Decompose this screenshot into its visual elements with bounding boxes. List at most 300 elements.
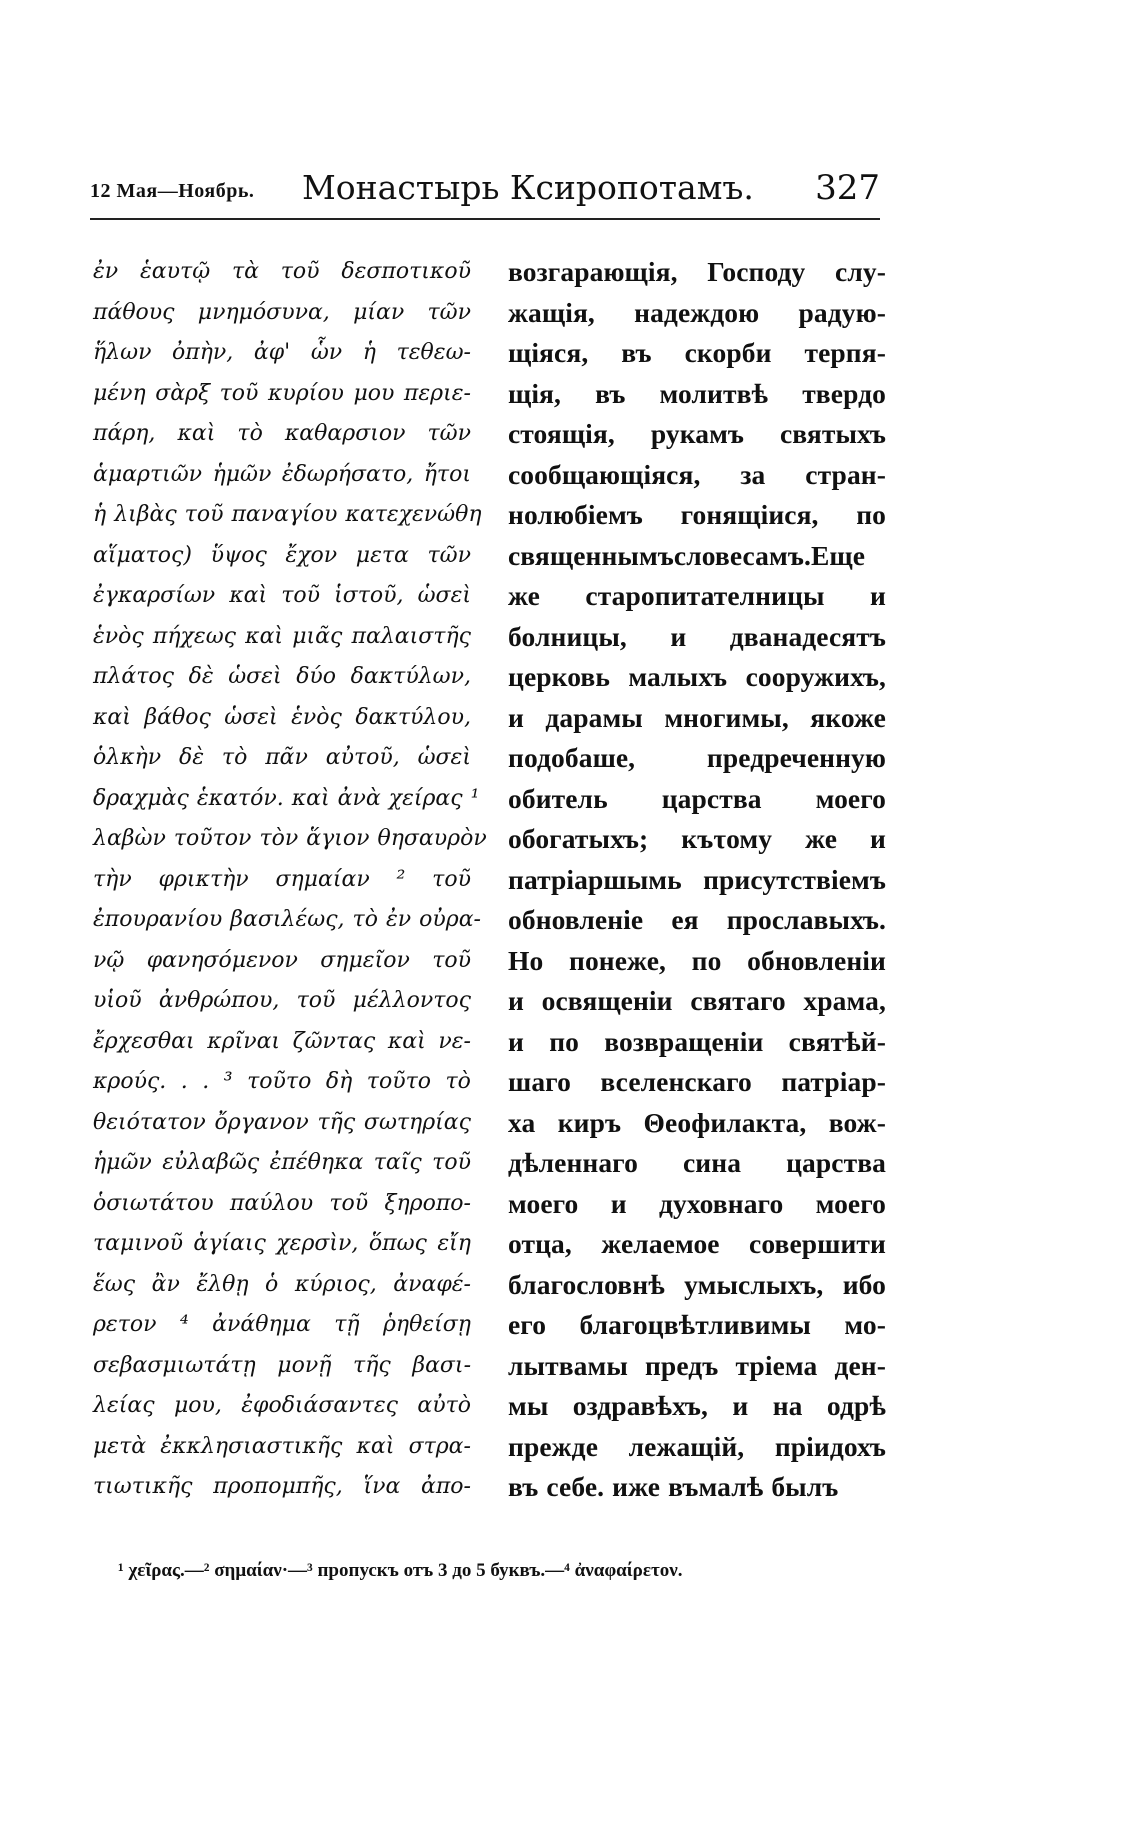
word: ⁴ bbox=[179, 1312, 189, 1337]
text-line bbox=[508, 252, 886, 293]
word: λιβὰς bbox=[114, 502, 177, 527]
word: δραχμὰς bbox=[93, 785, 189, 811]
word: καὶ bbox=[356, 1433, 395, 1459]
word: τῆς bbox=[317, 1109, 356, 1135]
word: ἐπουρανίου bbox=[93, 907, 223, 932]
word: ἐδωρήσατο, bbox=[281, 461, 414, 487]
word: ἐπέθηκα bbox=[269, 1150, 364, 1175]
word: моего bbox=[815, 782, 886, 814]
word: τὴν bbox=[93, 866, 132, 892]
word: твердо bbox=[802, 377, 886, 409]
word: и bbox=[508, 701, 524, 733]
word: ὕψος bbox=[210, 542, 267, 568]
word: μέλλοντος bbox=[352, 988, 471, 1013]
word: καὶ bbox=[177, 421, 216, 446]
word: ὡσεὶ bbox=[228, 664, 282, 689]
word: моего bbox=[815, 1187, 886, 1219]
word: сообщающіяся, bbox=[508, 458, 701, 490]
text-line bbox=[508, 1103, 886, 1144]
word: якоже bbox=[810, 701, 886, 733]
word: ἁγίαις bbox=[193, 1231, 266, 1256]
word: τοῦ bbox=[296, 988, 336, 1013]
word: надеждою bbox=[634, 296, 760, 328]
word: дарамы bbox=[545, 701, 643, 733]
word: ἥλων bbox=[93, 340, 152, 365]
word: βασιλέως, bbox=[230, 907, 345, 932]
word: храма, bbox=[803, 985, 886, 1016]
word: присутствіемъ bbox=[703, 863, 886, 895]
word: καὶ bbox=[291, 785, 330, 811]
word: τῶν bbox=[427, 542, 471, 568]
text-line bbox=[93, 333, 471, 374]
word: κυρίου bbox=[267, 380, 344, 406]
word: обогатыхъ; bbox=[508, 823, 649, 854]
text-line bbox=[508, 1305, 886, 1346]
word: καθαρσιον bbox=[284, 421, 406, 446]
word: μιᾶς bbox=[292, 623, 343, 649]
text-line bbox=[93, 1265, 471, 1306]
word: καὶ bbox=[93, 704, 131, 730]
word: ἑκατόν. bbox=[196, 785, 284, 811]
word: κρούς. bbox=[93, 1069, 167, 1094]
word: σεβασμιωτάτῃ bbox=[93, 1352, 256, 1378]
word: ἔρχεσθαι bbox=[93, 1028, 195, 1054]
text-line bbox=[93, 1427, 471, 1468]
word: молитвѣ bbox=[659, 377, 769, 409]
text-line bbox=[508, 1184, 886, 1225]
text-line bbox=[93, 1386, 471, 1427]
word: предреченную bbox=[706, 742, 886, 773]
word: ден- bbox=[834, 1349, 886, 1381]
word: и bbox=[732, 1390, 749, 1421]
word: ³ bbox=[223, 1069, 233, 1094]
word: въ bbox=[621, 337, 652, 368]
text-line bbox=[93, 1143, 471, 1184]
word: умыслыхъ, bbox=[684, 1268, 824, 1300]
word: ὄργανον bbox=[214, 1109, 309, 1135]
word: старопитателницы bbox=[585, 580, 825, 611]
text-line bbox=[508, 1386, 886, 1427]
word: χερσὶν, bbox=[276, 1231, 359, 1256]
word: θειότατον bbox=[93, 1109, 206, 1135]
word: подобаше, bbox=[508, 742, 636, 773]
text-line bbox=[93, 1346, 471, 1387]
word: совершити bbox=[749, 1228, 886, 1259]
text-line bbox=[508, 657, 886, 698]
text-line bbox=[508, 1346, 886, 1387]
word: священнымъсловесамъ.Еще bbox=[508, 539, 866, 571]
word: ха bbox=[508, 1106, 536, 1138]
word: ἡμῶν bbox=[93, 1150, 152, 1175]
word: мы bbox=[508, 1390, 549, 1421]
word: βασι- bbox=[412, 1352, 471, 1378]
word: церковь bbox=[508, 661, 610, 692]
word: царства bbox=[786, 1147, 886, 1178]
word: и bbox=[610, 1187, 627, 1219]
word: ξηροπο- bbox=[384, 1190, 471, 1216]
word: τοῦ bbox=[432, 947, 471, 973]
word: многимы, bbox=[664, 701, 789, 733]
text-line bbox=[93, 1467, 471, 1508]
word: ταῖς bbox=[373, 1150, 422, 1175]
text-line bbox=[93, 1103, 471, 1144]
word: δακτύλων, bbox=[350, 664, 471, 689]
footnotes: ¹ χεῖρας.—² σημαίαν·—³ пропускъ отъ 3 до 5 буквъ.—⁴ ἀναφαίρετον. bbox=[118, 1560, 683, 1581]
word: κατεχενώθη bbox=[345, 502, 482, 527]
word: τῇ bbox=[334, 1312, 360, 1337]
text-line bbox=[508, 900, 886, 941]
word: τοῦ bbox=[280, 259, 320, 284]
text-line bbox=[93, 941, 471, 982]
word: возгарающія, bbox=[508, 256, 678, 287]
text-line bbox=[508, 333, 886, 374]
page-number: 327 bbox=[815, 168, 880, 208]
word: желаемое bbox=[601, 1228, 720, 1259]
text-line bbox=[508, 1224, 886, 1265]
word: μετα bbox=[355, 542, 409, 568]
word: патріар- bbox=[781, 1066, 886, 1097]
word: ἐν bbox=[93, 259, 119, 284]
word: μονῇ bbox=[277, 1352, 332, 1378]
word: радую- bbox=[798, 296, 886, 328]
text-line bbox=[93, 738, 471, 779]
word: τὸ bbox=[445, 1069, 471, 1094]
word: σωτηρίας bbox=[363, 1109, 471, 1135]
word: по bbox=[691, 944, 722, 976]
word: Господу bbox=[707, 256, 806, 287]
word: ταμινοῦ bbox=[93, 1231, 183, 1256]
word: малыхъ bbox=[628, 661, 728, 692]
text-line bbox=[93, 1305, 471, 1346]
text-line bbox=[93, 1184, 471, 1225]
greek-text-column bbox=[93, 252, 487, 1508]
word: πάθους bbox=[93, 299, 175, 325]
word: и bbox=[870, 580, 886, 611]
word: въ bbox=[595, 377, 626, 409]
word: ἀπο- bbox=[420, 1474, 471, 1499]
word: обновленіе bbox=[508, 904, 644, 935]
word: . bbox=[202, 1069, 210, 1094]
word: и bbox=[508, 985, 524, 1016]
word: στρα- bbox=[408, 1433, 471, 1459]
word: сооружихъ, bbox=[745, 661, 886, 692]
word: духовнаго bbox=[658, 1187, 784, 1219]
text-line bbox=[508, 414, 886, 455]
word: ἔλθῃ bbox=[196, 1271, 249, 1297]
word: благоцвѣтливимы bbox=[579, 1309, 811, 1340]
header-date-range: 12 Мая—Ноябрь. bbox=[90, 180, 255, 202]
text-line bbox=[508, 293, 886, 334]
word: освященіи bbox=[541, 985, 673, 1016]
word: παναγίου bbox=[231, 502, 338, 527]
word: себе. bbox=[546, 1471, 605, 1502]
text-line bbox=[93, 536, 471, 577]
word: въмалѣ bbox=[668, 1471, 764, 1502]
word: ἵνα bbox=[363, 1474, 401, 1499]
word: ἀναφέ- bbox=[393, 1271, 471, 1297]
word: αἵματος) bbox=[93, 542, 192, 568]
word: ¹ bbox=[470, 785, 480, 811]
text-line bbox=[508, 1143, 886, 1184]
word: щіяся, bbox=[508, 337, 589, 368]
word: χείρας bbox=[388, 785, 463, 811]
word: ἁμαρτιῶν bbox=[93, 461, 203, 487]
word: предъ bbox=[644, 1349, 719, 1381]
word: βάθος bbox=[144, 704, 211, 730]
word: αὐτοῦ, bbox=[325, 745, 400, 770]
word: τὰ bbox=[231, 259, 259, 284]
text-line bbox=[93, 779, 480, 820]
word: τοῦτο bbox=[366, 1069, 431, 1094]
word: ἐγκαρσίων bbox=[93, 583, 216, 608]
word: τὸ bbox=[352, 907, 378, 932]
word: Но bbox=[508, 944, 544, 976]
word: обновленіи bbox=[747, 944, 886, 976]
word: возвращеніи bbox=[604, 1025, 764, 1057]
word: же bbox=[508, 580, 540, 611]
word: слу- bbox=[835, 256, 886, 287]
word: τῶν bbox=[427, 421, 471, 446]
word: αὐτὸ bbox=[417, 1393, 471, 1418]
word: ἔχον bbox=[285, 542, 338, 568]
word: шаго bbox=[508, 1066, 571, 1097]
word: ἅγιον bbox=[306, 826, 370, 851]
word: по bbox=[549, 1025, 579, 1057]
word: λείας bbox=[93, 1393, 155, 1418]
word: святыхъ bbox=[779, 418, 886, 449]
word: ὡσεὶ bbox=[224, 704, 278, 730]
text-line bbox=[93, 455, 471, 496]
text-line bbox=[93, 374, 471, 415]
word: за bbox=[740, 458, 766, 490]
running-header bbox=[90, 168, 880, 220]
text-line bbox=[93, 1224, 471, 1265]
word: ἀνὰ bbox=[337, 785, 381, 811]
word: скорби bbox=[684, 337, 772, 368]
word: жащія, bbox=[508, 296, 595, 328]
word: дванадесятъ bbox=[729, 620, 886, 652]
word: δεσποτικοῦ bbox=[341, 259, 471, 284]
text-line bbox=[508, 536, 886, 577]
word: ἤτοι bbox=[423, 461, 471, 487]
word: моего bbox=[508, 1187, 579, 1219]
word: стран- bbox=[805, 458, 886, 490]
text-line bbox=[508, 617, 886, 658]
text-line bbox=[93, 819, 487, 860]
word: μου bbox=[353, 380, 395, 406]
word: φρικτὴν bbox=[158, 866, 249, 892]
word: υἱοῦ bbox=[93, 988, 142, 1013]
word: пріидохъ bbox=[774, 1430, 886, 1462]
text-line bbox=[508, 941, 886, 982]
word: понеже, bbox=[569, 944, 667, 976]
text-line bbox=[508, 495, 886, 536]
word: сина bbox=[683, 1147, 742, 1178]
text-line bbox=[93, 981, 471, 1022]
text-line bbox=[93, 576, 471, 617]
text-line bbox=[508, 819, 886, 860]
word: благословнѣ bbox=[508, 1268, 665, 1300]
word: τῶν bbox=[427, 299, 471, 325]
word: σὰρξ bbox=[155, 380, 211, 406]
word: болницы, bbox=[508, 620, 627, 652]
word: πήχεως bbox=[152, 623, 236, 649]
word: τὸν bbox=[259, 826, 299, 851]
word: δὲ bbox=[179, 745, 205, 770]
word: καὶ bbox=[229, 583, 268, 608]
word: ῥηθείσῃ bbox=[382, 1312, 471, 1337]
word: τὸ bbox=[221, 745, 248, 770]
text-line bbox=[508, 860, 886, 901]
text-line bbox=[93, 698, 471, 739]
word: . bbox=[180, 1069, 188, 1094]
word: отца, bbox=[508, 1228, 572, 1259]
word: τιωτικῆς bbox=[93, 1474, 193, 1499]
word: ² bbox=[396, 866, 406, 892]
word: παύλου bbox=[229, 1190, 314, 1216]
word: ἐν bbox=[385, 907, 412, 932]
word: оздравѣхъ, bbox=[572, 1390, 709, 1421]
word: ὁ bbox=[265, 1271, 279, 1297]
word: μου, bbox=[173, 1393, 222, 1418]
word: ἕως bbox=[93, 1271, 136, 1297]
text-line bbox=[508, 779, 886, 820]
word: ἡ bbox=[362, 340, 376, 365]
text-line bbox=[508, 1265, 886, 1306]
word: и bbox=[870, 823, 886, 854]
text-line bbox=[93, 495, 482, 536]
word: δακτύλου, bbox=[355, 704, 471, 730]
word: прославыхъ. bbox=[726, 904, 886, 935]
word: τοῦ bbox=[432, 1150, 471, 1175]
word: ὀπὴν, bbox=[172, 340, 234, 365]
word: θησαυρὸν bbox=[377, 826, 487, 851]
word: тріема bbox=[735, 1349, 818, 1381]
word: вселенскаго bbox=[600, 1066, 752, 1097]
word: ὅπως bbox=[368, 1231, 427, 1256]
text-line bbox=[93, 900, 481, 941]
word: μίαν bbox=[353, 299, 405, 325]
word: τοῦτον bbox=[173, 826, 252, 851]
word: τοῦ bbox=[219, 380, 259, 406]
word: киръ bbox=[557, 1106, 622, 1138]
text-line bbox=[508, 1467, 886, 1508]
text-line bbox=[93, 617, 471, 658]
word: τοῦ bbox=[329, 1190, 369, 1216]
text-line bbox=[93, 657, 471, 698]
word: πλάτος bbox=[93, 664, 174, 689]
header-title: Монастырь Ксиропотамъ. bbox=[302, 168, 754, 207]
word: ἀφ' bbox=[253, 340, 291, 365]
word: τὸ bbox=[237, 421, 263, 446]
text-line bbox=[508, 455, 886, 496]
word: стоящія, bbox=[508, 418, 615, 449]
word: ἂν bbox=[151, 1271, 180, 1297]
word: же bbox=[805, 823, 838, 854]
word: τοῦτο bbox=[247, 1069, 312, 1094]
word: щія, bbox=[508, 377, 562, 409]
word: царства bbox=[661, 782, 762, 814]
text-line bbox=[508, 374, 886, 415]
word: τεθεω- bbox=[396, 340, 471, 365]
word: ὡσεὶ bbox=[417, 583, 471, 608]
word: прежде bbox=[508, 1430, 599, 1462]
text-line bbox=[508, 1427, 886, 1468]
word: обитель bbox=[508, 782, 608, 814]
word: ἐκκλησιαστικῆς bbox=[160, 1433, 343, 1459]
word: рукамъ bbox=[650, 418, 745, 449]
word: νε- bbox=[438, 1028, 471, 1054]
word: πᾶν bbox=[265, 745, 308, 770]
word: περιε- bbox=[403, 380, 471, 406]
word: παλαιστῆς bbox=[351, 623, 471, 649]
word: ἀνθρώπου, bbox=[158, 988, 280, 1013]
text-line bbox=[508, 738, 886, 779]
slavonic-text-column bbox=[508, 252, 886, 1508]
word: προπομπῆς, bbox=[213, 1474, 343, 1499]
text-line bbox=[508, 1022, 886, 1063]
word: καὶ bbox=[245, 623, 284, 649]
word: ἡ bbox=[93, 502, 107, 527]
word: τοῦ bbox=[281, 583, 321, 608]
text-line bbox=[508, 1062, 886, 1103]
text-line bbox=[508, 981, 886, 1022]
word: τοῦ bbox=[184, 502, 224, 527]
word: δὴ bbox=[325, 1069, 353, 1094]
word: ὁσιωτάτου bbox=[93, 1190, 214, 1216]
word: ἱστοῦ, bbox=[334, 583, 404, 608]
word: святѣй- bbox=[788, 1025, 886, 1057]
word: ἑνὸς bbox=[93, 623, 144, 649]
word: ἐφοδιάσαντες bbox=[241, 1393, 398, 1418]
word: къτому bbox=[681, 823, 773, 854]
word: и bbox=[670, 620, 687, 652]
word: на bbox=[772, 1390, 803, 1421]
word: κρῖναι bbox=[207, 1028, 281, 1054]
word: πάρη, bbox=[93, 421, 156, 446]
word: лытвамы bbox=[508, 1349, 628, 1381]
word: и bbox=[508, 1025, 524, 1057]
word: патріаршымь bbox=[508, 863, 682, 895]
word: ὁλκὴν bbox=[93, 745, 162, 770]
word: τοῦ bbox=[432, 866, 471, 892]
word: Θеофилакта, bbox=[643, 1106, 807, 1138]
word: σημεῖον bbox=[320, 947, 410, 973]
text-line bbox=[93, 1062, 471, 1103]
text-line bbox=[93, 1022, 471, 1063]
word: σημαίαν bbox=[275, 866, 370, 892]
word: ибо bbox=[842, 1268, 886, 1300]
word: терпя- bbox=[804, 337, 886, 368]
word: οὐρα- bbox=[419, 907, 481, 932]
word: δύο bbox=[296, 664, 337, 689]
word: φανησόμενον bbox=[146, 947, 298, 973]
word: εὐλαβῶς bbox=[162, 1150, 260, 1175]
word: ἀνάθημα bbox=[212, 1312, 311, 1337]
word: μνημόσυνα, bbox=[197, 299, 330, 325]
text-line bbox=[93, 252, 471, 293]
word: μένη bbox=[93, 380, 146, 406]
word: λαβὼν bbox=[93, 826, 166, 851]
text-line bbox=[508, 576, 886, 617]
word: мо- bbox=[844, 1309, 886, 1340]
word: ея bbox=[671, 904, 699, 935]
word: иже bbox=[612, 1471, 661, 1502]
word: ὡσεὶ bbox=[417, 745, 471, 770]
word: τῆς bbox=[353, 1352, 391, 1378]
word: въ bbox=[508, 1471, 539, 1502]
word: ζῶντας bbox=[292, 1028, 376, 1054]
